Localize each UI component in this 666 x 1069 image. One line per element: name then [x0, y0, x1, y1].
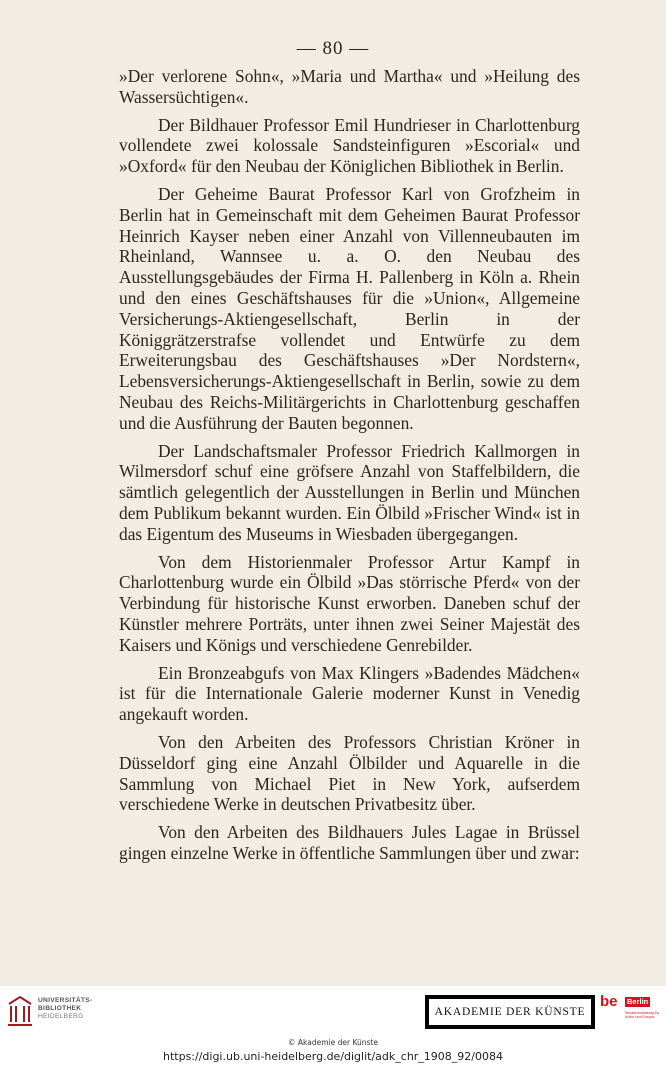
- paragraph-7: Von den Arbeiten des Professors Christian Kröner in Düsseldorf ging eine Anzahl Ölbilder und Aquarelle in die Sammlung von Michael Piet in New York, aufserdem verschiedene Werke in deutschen Privatbesitz über.: [119, 731, 580, 815]
- paragraph-2: Der Bildhauer Professor Emil Hundrieser in Charlottenburg vollendete zwei kolossale Sandsteinfiguren »Escorial« und »Oxford« für den Neubau der Königlichen Bibliothek in Berlin.: [119, 114, 580, 177]
- copyright-notice: © Akademie der Künste: [288, 1038, 378, 1047]
- university-line-2: BIBLIOTHEK: [38, 1005, 82, 1012]
- berlin-subtitle: Senatsverwaltung für Kultur und Europa: [625, 1011, 659, 1020]
- paragraph-5: Von dem Historienmaler Professor Artur Kampf in Charlottenburg wurde ein Ölbild »Das störrische Pferd« von der Verbindung für historische Kunst erworben. Daneben schuf der Künstler mehrere Porträts, unter ihnen zwei Seiner Majestät des Kaisers und Königs und verschiedene Genrebilder.: [119, 551, 580, 655]
- footer-bar: [0, 986, 666, 1036]
- body-text: [119, 66, 580, 871]
- page-number: — 80 —: [296, 38, 370, 59]
- paragraph-3: Der Geheime Baurat Professor Karl von Grofzheim in Berlin hat in Gemeinschaft mit dem Geheimen Baurat Professor Heinrich Kayser neben einer Anzahl von Villenneubauten im Rheinland, Wannsee u. a. O. den Neubau des Ausstellungsgebäudes der Firma H. Pallenberg in Köln a. Rhein und den eines Geschäftshauses für die »Union«, Allgemeine Versicherungs-Aktiengesellschaft, Berlin in der Königgrätzerstrafse vollendet und Entwürfe zu dem Erweiterungsbau des Geschäftshauses »Der Nordstern«, Lebensversicherungs-Aktiengesellschaft in Berlin, sowie zu dem Neubau des Reichs-Militärgerichts in Charlottenburg geschaffen und die Ausführung der Bauten begonnen.: [119, 183, 580, 433]
- akademie-logo[interactable]: [425, 995, 595, 1029]
- paragraph-4: Der Landschaftsmaler Professor Friedrich Kallmorgen in Wilmersdorf schuf eine gröfsere Anzahl von Staffelbildern, die sämtlich gelegentlich der Ausstellungen in Berlin und München dem Publikum bekannt wurden. Ein Ölbild »Frischer Wind« ist in das Eigentum des Museums in Wiesbaden übergegangen.: [119, 440, 580, 544]
- university-library-logo-icon: [6, 994, 34, 1028]
- berlin-logo[interactable]: [600, 994, 660, 1030]
- berlin-word: be: [600, 993, 618, 1010]
- paragraph-8: Von den Arbeiten des Bildhauers Jules Lagae in Brüssel gingen einzelne Werke in öffentliche Sammlungen über und zwar:: [119, 822, 580, 863]
- university-line-1: UNIVERSITÄTS-: [38, 997, 93, 1004]
- paragraph-6: Ein Bronzeabgufs von Max Klingers »Badendes Mädchen« ist für die Internationale Galerie moderner Kunst in Venedig angekauft worden.: [119, 662, 580, 725]
- university-line-3: HEIDELBERG: [38, 1013, 84, 1020]
- source-url[interactable]: https://digi.ub.uni-heidelberg.de/diglit/adk_chr_1908_92/0084: [162, 1050, 504, 1063]
- university-library-name: [38, 997, 92, 1021]
- paragraph-1: »Der verlorene Sohn«, »Maria und Martha« und »Heilung des Wassersüchtigen«.: [119, 66, 580, 107]
- akademie-label: AKADEMIE DER KÜNSTE: [434, 1006, 586, 1018]
- berlin-tag: Berlin: [627, 997, 649, 1006]
